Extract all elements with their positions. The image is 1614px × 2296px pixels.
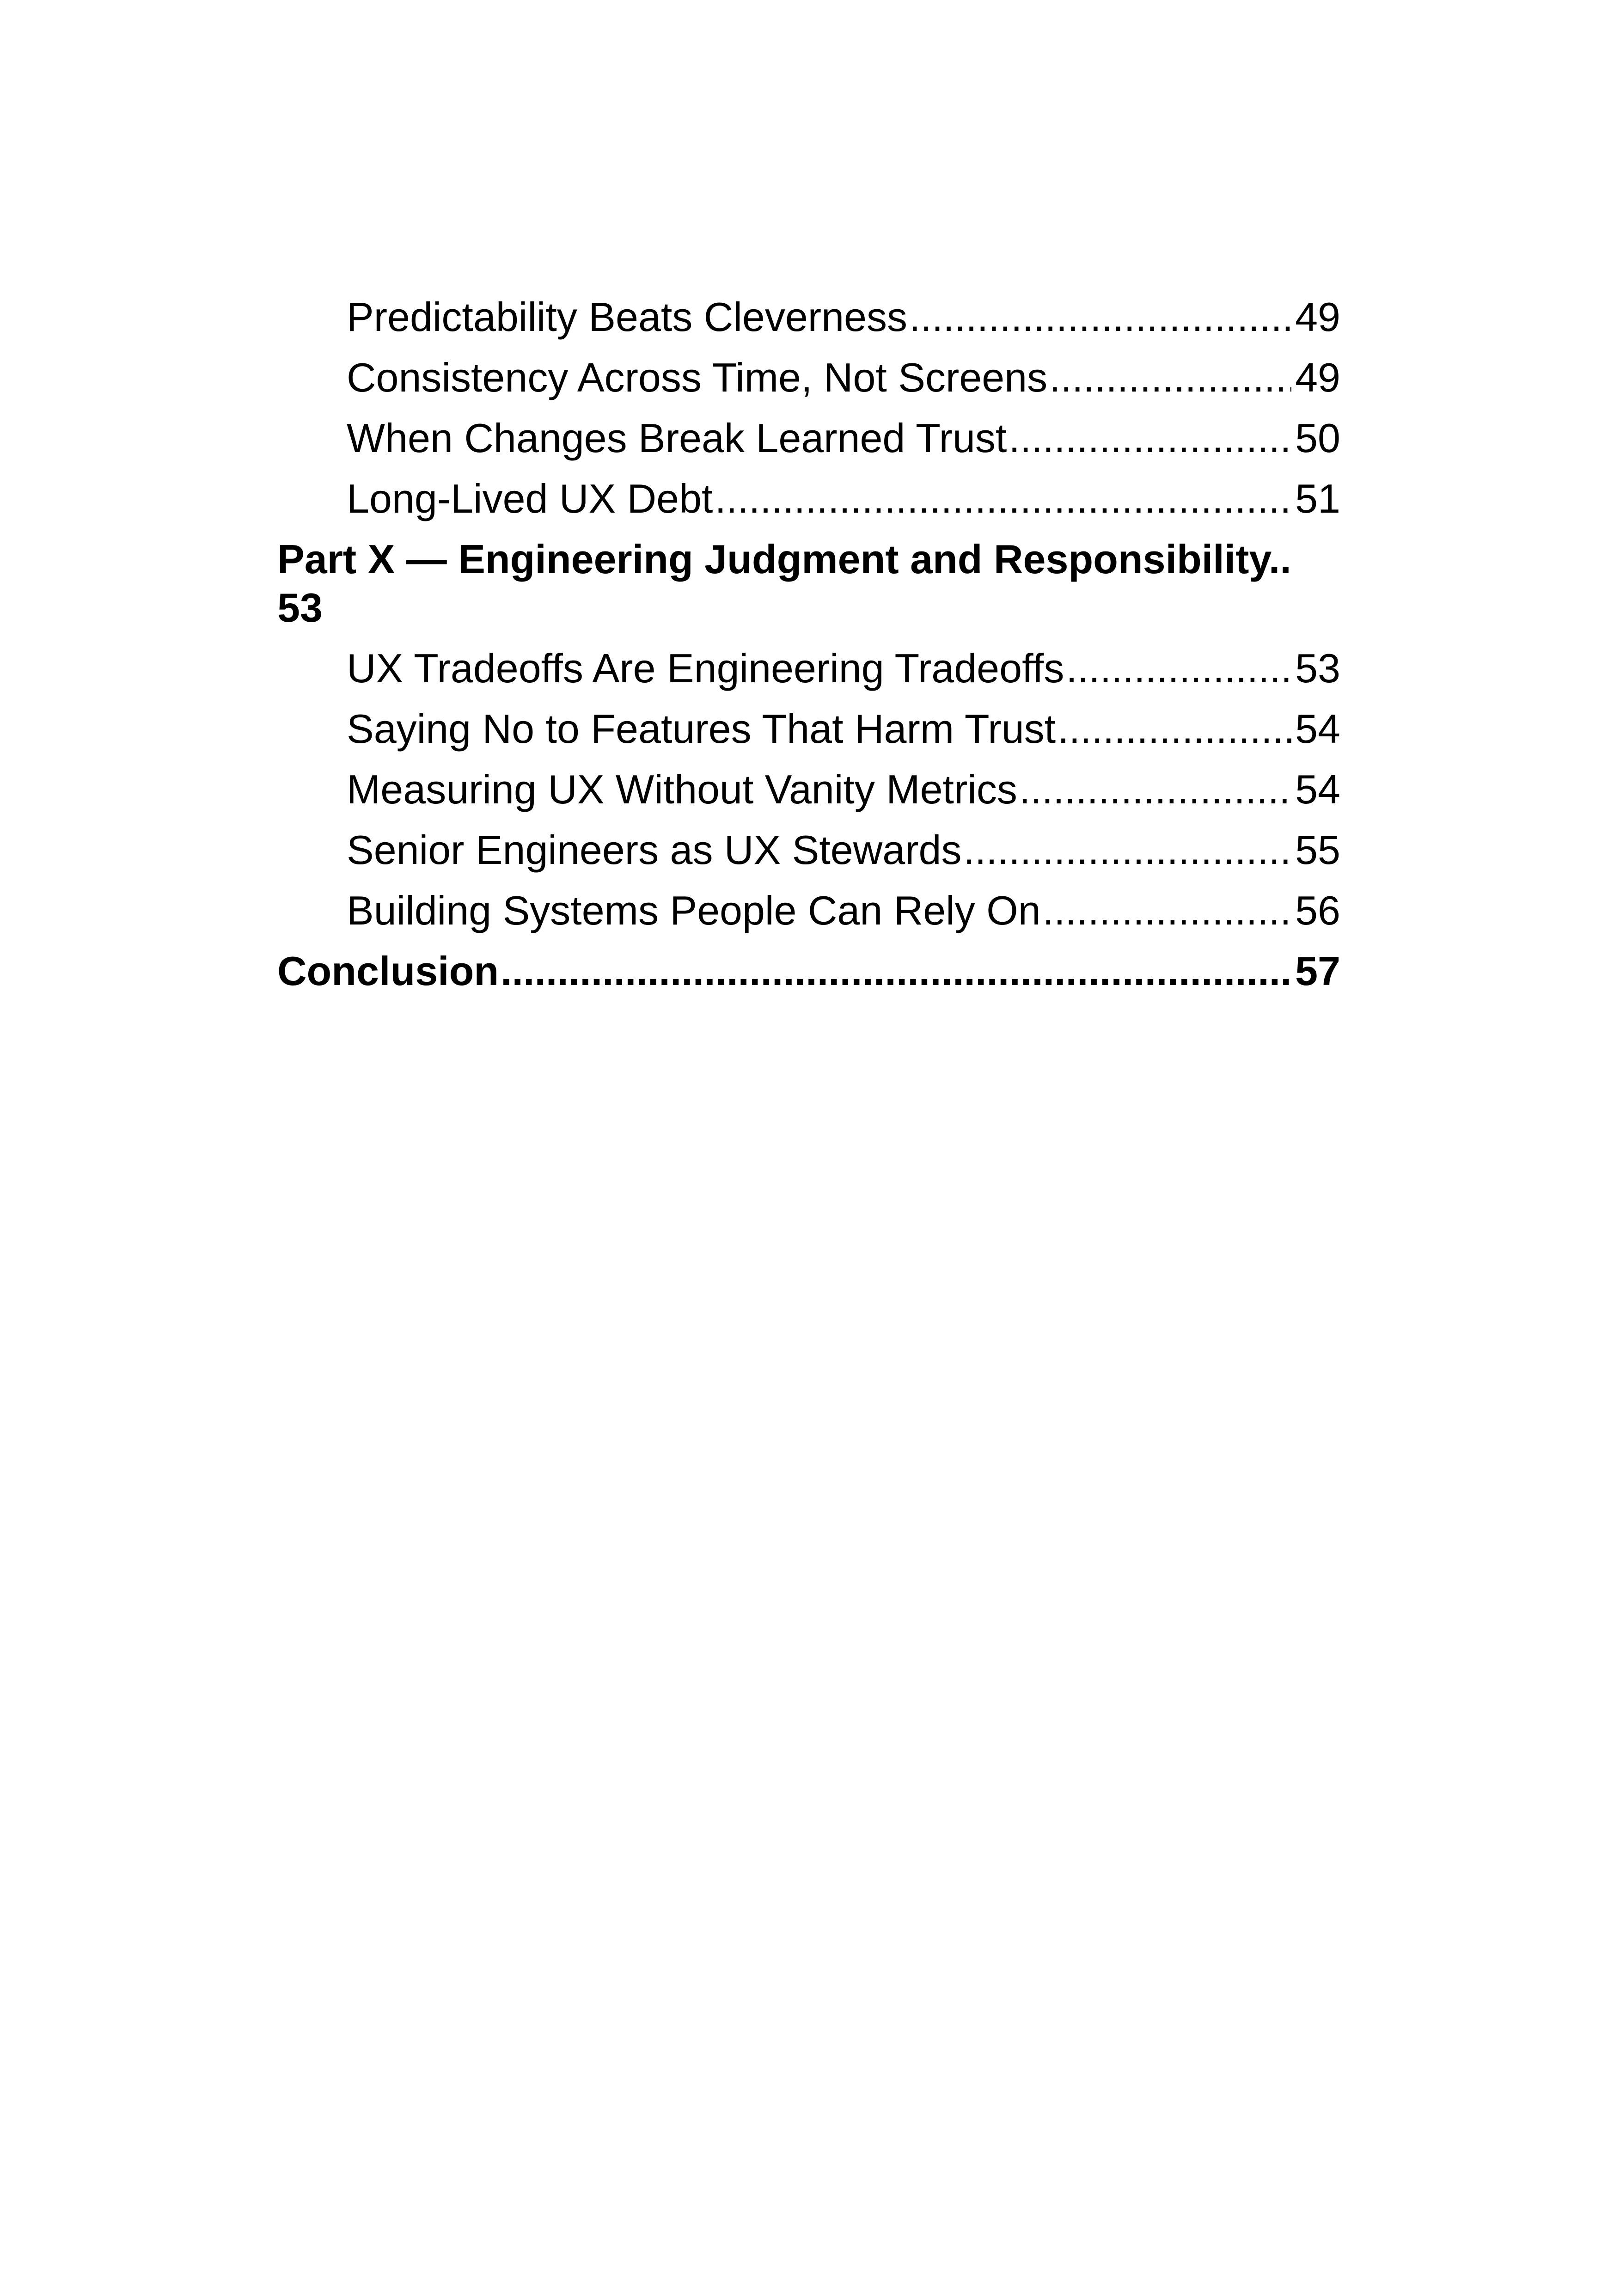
dot-leader <box>501 941 1291 1001</box>
dot-leader <box>1049 347 1291 408</box>
toc-entry-page: 51 <box>1295 476 1340 521</box>
toc-conclusion[interactable] <box>277 941 1340 1001</box>
toc-entry[interactable] <box>277 638 1340 698</box>
dot-leader <box>1043 880 1291 941</box>
toc-part-heading[interactable] <box>277 529 1340 638</box>
toc-entry[interactable] <box>277 347 1340 408</box>
toc-entry-title: Senior Engineers as UX Stewards <box>347 827 962 873</box>
toc-entry-title: UX Tradeoffs Are Engineering Tradeoffs <box>347 645 1064 691</box>
toc-entry-page: 49 <box>1295 294 1340 340</box>
toc-part-title: Part X — Engineering Judgment and Responsibility.. <box>277 536 1291 582</box>
toc-entry-title: Measuring UX Without Vanity Metrics <box>347 766 1017 812</box>
dot-leader <box>1019 759 1291 820</box>
toc-entry-title: Long-Lived UX Debt <box>347 476 713 521</box>
dot-leader <box>963 820 1291 880</box>
toc-entry-page: 53 <box>1295 645 1340 691</box>
toc-entry-page: 55 <box>1295 827 1340 873</box>
toc-entry-page: 54 <box>1295 766 1340 812</box>
toc-entry-title: When Changes Break Learned Trust <box>347 415 1007 461</box>
dot-leader <box>909 287 1291 347</box>
toc-entry[interactable] <box>277 468 1340 529</box>
toc-conclusion-page: 57 <box>1295 948 1340 994</box>
toc-entry[interactable] <box>277 759 1340 820</box>
toc-part-page: 53 <box>277 585 323 631</box>
toc-entry-page: 54 <box>1295 706 1340 752</box>
toc-entry-title: Predictability Beats Cleverness <box>347 294 907 340</box>
dot-leader <box>715 468 1291 529</box>
toc-entry-title: Saying No to Features That Harm Trust <box>347 706 1056 752</box>
dot-leader <box>1058 698 1291 759</box>
toc-entry-page: 50 <box>1295 415 1340 461</box>
toc-entry-title: Consistency Across Time, Not Screens <box>347 355 1048 400</box>
toc-entry[interactable] <box>277 820 1340 880</box>
toc-entry[interactable] <box>277 408 1340 468</box>
table-of-contents <box>277 287 1340 1001</box>
toc-entry-title: Building Systems People Can Rely On <box>347 888 1041 933</box>
toc-entry[interactable] <box>277 287 1340 347</box>
toc-entry-page: 56 <box>1295 888 1340 933</box>
toc-conclusion-title: Conclusion <box>277 948 499 994</box>
dot-leader <box>1066 638 1291 698</box>
toc-entry[interactable] <box>277 880 1340 941</box>
dot-leader <box>1009 408 1291 468</box>
toc-entry[interactable] <box>277 698 1340 759</box>
toc-entry-page: 49 <box>1295 355 1340 400</box>
